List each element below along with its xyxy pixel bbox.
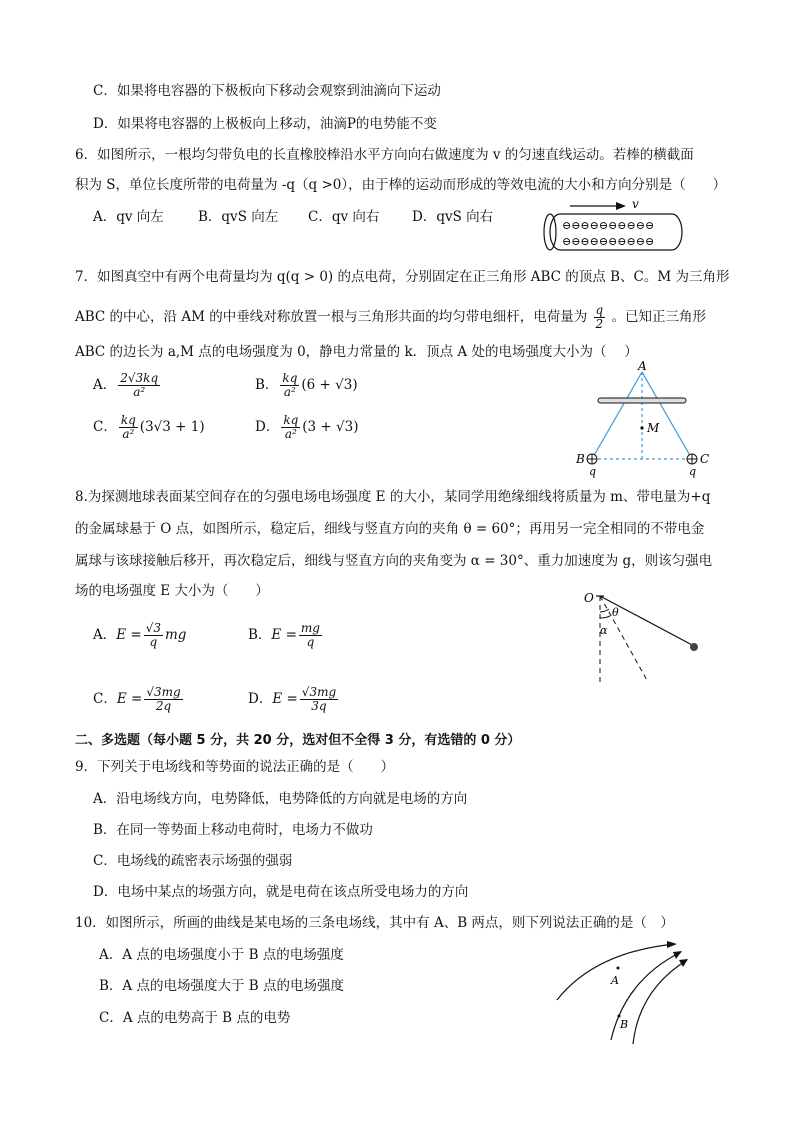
q7-triangle-figure [570,358,720,478]
point-a-label: A [611,974,619,987]
alpha-label: α [600,624,608,637]
q7-stem-line2 [75,304,706,331]
q5-option-c: C．如果将电容器的下极板向下移动会观察到油滴向下运动 [93,83,441,99]
q7-option-b: B． $\frac{kq}{\text{a²}}$ (6 + √3) [255,371,358,399]
q7-stem-line3: ABC 的边长为 a,M 点的电场强度为 0，静电力常量的 k．顶点 A 处的电场强度大小为（ ） [75,344,638,360]
q10-option-a: A．A 点的电场强度小于 B 点的电场强度 [99,947,344,963]
velocity-label: v [632,197,639,211]
charged-rod [598,398,686,403]
q6-stem-line1: 6．如图所示，一根均匀带负电的长直橡胶棒沿水平方向向右做速度为 v 的匀速直线运动。若棒的横截面 [75,147,694,163]
q10-option-b: B．A 点的电场强度大于 B 点的电场强度 [99,978,344,994]
q10-option-c: C．A 点的电势高于 B 点的电势 [99,1010,291,1026]
q6-rod-figure [540,196,690,256]
q9-stem: 9．下列关于电场线和等势面的说法正确的是（ ） [75,759,395,775]
q8-option-b: B．E = $\frac{mg}{q}$ [248,621,320,649]
q6-option-c: C．qv 向右 [308,209,380,225]
vertex-a-label: A [638,359,647,373]
q8-pendulum-figure [582,588,712,688]
q8-stem-line2: 的金属球悬于 O 点，如图所示，稳定后，细线与竖直方向的夹角 θ = 60°；再用另一完全相同的不带电金 [75,521,705,537]
q9-option-b: B．在同一等势面上移动电荷时，电场力不做功 [93,822,373,838]
center-m-label: M [647,421,660,435]
rod-charges-top: ⊖⊖⊖⊖⊖⊖⊖⊖⊖⊖ [562,219,655,232]
q7-option-c: C． $\frac{kq}{\text{a²}}$ (3√3 + 1) [93,413,205,441]
vertex-b-label: B [576,452,585,466]
q10-field-lines-figure [555,940,695,1050]
side-ab [592,372,642,459]
q9-option-a: A．沿电场线方向，电势降低，电势降低的方向就是电场的方向 [93,791,468,807]
q6-option-d: D．qvS 向右 [412,209,494,225]
q7-option-a: A． $\frac{2√3kq}{\text{a²}}$ [93,371,159,399]
vertex-c-label: C [700,452,710,466]
q8-option-c: C．E = $\frac{√3mg}{2q}$ [93,685,181,713]
q7-stem-line1: 7．如图真空中有两个电荷量均为 q(q > 0) 的点电荷，分别固定在正三角形 ABC 的顶点 B、C。M 为三角形 [75,269,730,285]
field-line-1 [557,944,675,1000]
rod-charges-bottom: ⊖⊖⊖⊖⊖⊖⊖⊖⊖⊖ [562,235,655,248]
q5-option-d: D．如果将电容器的上极板向上移动，油滴P的电势能不变 [93,116,437,132]
q10-stem: 10．如图所示，所画的曲线是某电场的三条电场线，其中有 A、B 两点，则下列说法正确的是（ ） [75,915,674,931]
q7-option-d: D． $\frac{kq}{\text{a²}}$ (3 + √3) [255,413,359,441]
q8-stem-line3: 属球与该球接触后移开，再次稳定后，细线与竖直方向的夹角变为 α = 30°、重力加速度为 g，则该匀强电 [75,553,713,569]
q8-option-a: A．E = $\frac{√3}{q}$ mg [93,621,187,649]
theta-label: θ [612,606,619,619]
q6-option-a: A．qv 向左 [93,209,164,225]
section-2-heading: 二、多选题（每小题 5 分，共 20 分，选对但不全得 3 分，有选错的 0 分） [75,733,521,748]
q6-option-b: B．qvS 向左 [198,209,279,225]
q9-option-c: C．电场线的疏密表示场强的强弱 [93,853,293,869]
point-a [617,967,620,970]
center-m-point [640,426,643,429]
metal-ball [690,643,698,651]
q7-charge-fraction: $\frac{q}{2}$ [595,303,604,331]
q6-stem-line2: 积为 S，单位长度所带的电荷量为 -q（q >0），由于棒的运动而形成的等效电流的大小和方向分别是（ ） [75,177,727,193]
q9-option-d: D．电场中某点的场强方向，就是电荷在该点所受电场力的方向 [93,884,469,900]
q8-stem-line1: 8.为探测地球表面某空间存在的匀强电场电场强度 E 的大小，某同学用绝缘细线将质量为 m、带电量为+q [75,489,711,505]
q8-stem-line4: 场的电场强度 E 大小为（ ） [75,583,269,599]
charge-c-label: q [689,465,697,478]
q7-line2-text: ABC 的中心，沿 AM 的中垂线对称放置一根与三角形共面的均匀带电细杆，电荷量为 [75,309,588,325]
charge-b-label: q [589,465,597,478]
field-line-3 [633,960,687,1044]
q7-line2-tail: 。已知正三角形 [611,309,706,325]
side-ac [642,372,692,459]
pivot-o-label: O [584,591,594,605]
q8-option-d: D．E = $\frac{√3mg}{3q}$ [248,685,337,713]
point-b-label: B [620,1018,629,1031]
